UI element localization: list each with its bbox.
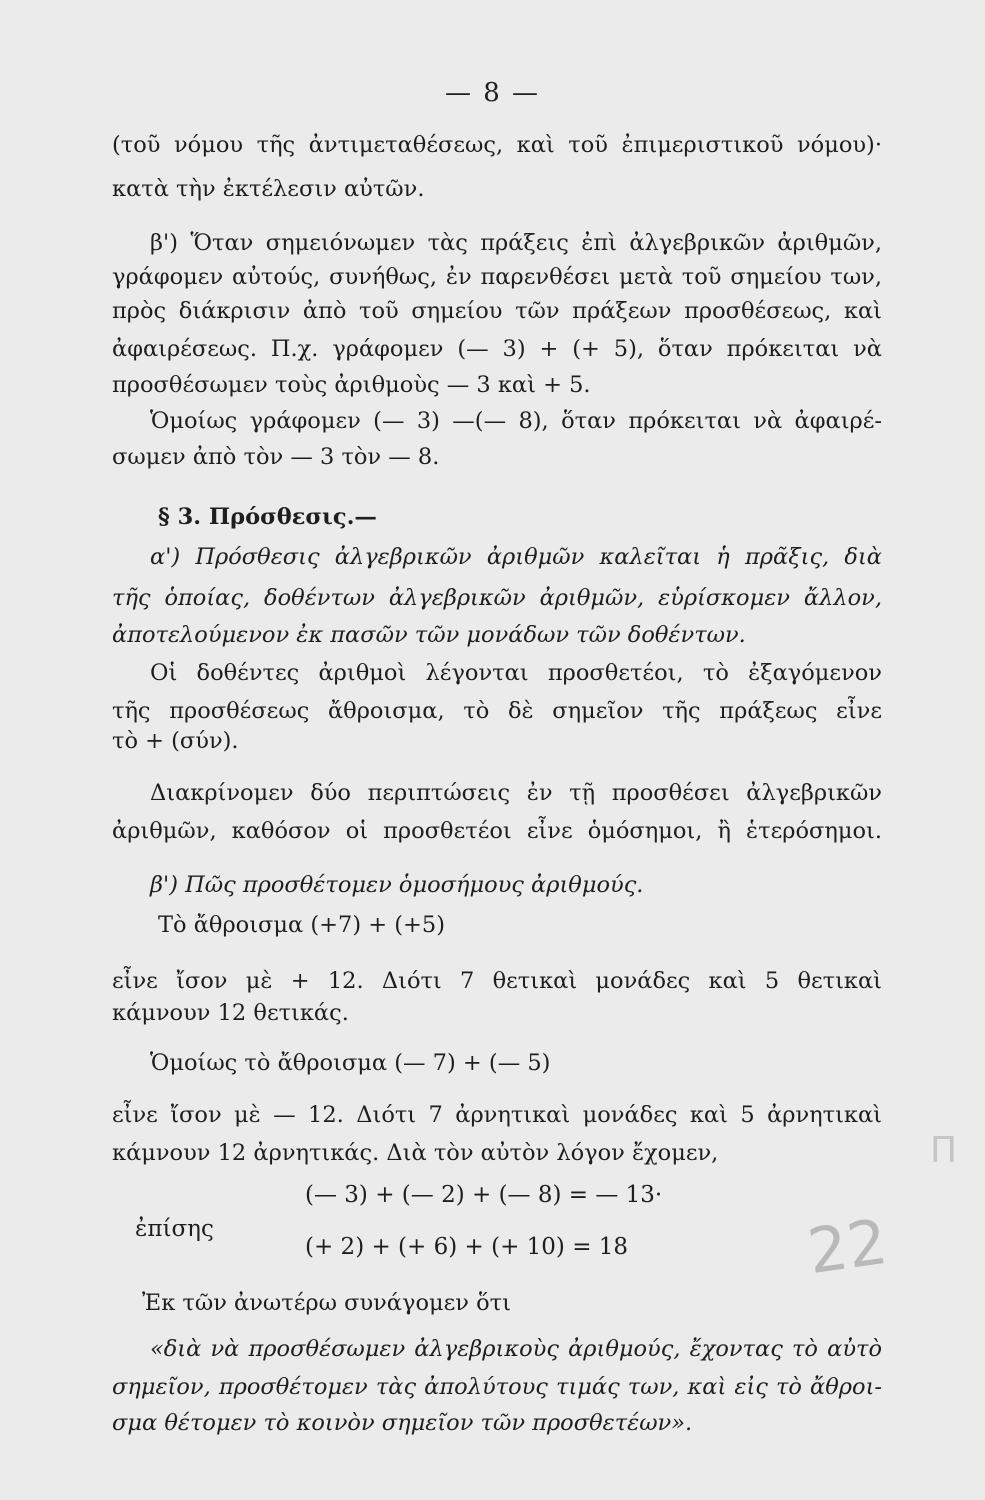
text-line: Ὁμοίως γράφομεν (— 3) —(— 8), ὅταν πρόκειται νὰ ἀφαιρέ- [150,408,882,434]
page-number: — 8 — [444,78,541,108]
equation-line: (— 3) + (— 2) + (— 8) = — 13· [305,1182,663,1208]
text-line: Διακρίνομεν δύο περιπτώσεις ἐν τῇ προσθέσει ἀλγεβρικῶν [150,780,882,806]
definition-line: α') Πρόσθεσις ἀλγεβρικῶν ἀριθμῶν καλεῖται ἡ πρᾶξις, διὰ [150,544,882,570]
text-line: ἐπίσης [135,1216,214,1242]
subsection-heading: β') Πῶς προσθέτομεν ὁμοσήμους ἀριθμούς. [150,872,644,898]
text-line: Οἱ δοθέντες ἀριθμοὶ λέγονται προσθετέοι, τὸ ἐξαγόμενον [150,660,882,686]
text-line: γράφομεν αὐτούς, συνήθως, ἐν παρενθέσει μετὰ τοῦ σημείου των, [112,264,882,290]
text-line: εἶνε ἴσον μὲ + 12. Διότι 7 θετικαὶ μονάδες καὶ 5 θετικαὶ [112,968,882,994]
equation-line: (+ 2) + (+ 6) + (+ 10) = 18 [305,1234,629,1260]
section-heading: § 3. Πρόσθεσις.— [158,504,377,530]
rule-line: σημεῖον, προσθέτομεν τὰς ἀπολύτους τιμάς των, καὶ εἰς τὸ ἄθροι- [112,1374,882,1400]
text-line: ἀφαιρέσεως. Π.χ. γράφομεν (— 3) + (+ 5), ὅταν πρόκειται νὰ [112,336,882,362]
pencil-annotation: Π [930,1130,958,1171]
definition-line: τῆς ὁποίας, δοθέντων ἀλγεβρικῶν ἀριθμῶν, εὑρίσκομεν ἄλλον, [112,585,882,611]
rule-line: «διὰ νὰ προσθέσωμεν ἀλγεβρικοὺς ἀριθμούς, ἔχοντας τὸ αὐτὸ [150,1336,882,1362]
text-line: β') Ὅταν σημειόνωμεν τὰς πράξεις ἐπὶ ἀλγεβρικῶν ἀριθμῶν, [150,230,882,256]
definition-line: ἀποτελούμενον ἐκ πασῶν τῶν μονάδων τῶν δοθέντων. [112,622,746,648]
text-line: Ὁμοίως τὸ ἄθροισμα (— 7) + (— 5) [150,1050,551,1076]
rule-line: σμα θέτομεν τὸ κοινὸν σημεῖον τῶν προσθετέων». [112,1410,693,1436]
text-line: (τοῦ νόμου τῆς ἀντιμεταθέσεως, καὶ τοῦ ἐπιμεριστικοῦ νόμου)· [112,132,882,158]
text-line: κατὰ τὴν ἐκτέλεσιν αὐτῶν. [112,176,425,202]
text-line: τὸ + (σύν). [112,728,239,754]
text-line: ἀριθμῶν, καθόσον οἱ προσθετέοι εἶνε ὁμόσημοι, ἢ ἑτερόσημοι. [112,818,882,844]
text-line: Ἐκ τῶν ἀνωτέρω συνάγομεν ὅτι [142,1290,511,1316]
text-line: πρὸς διάκρισιν ἀπὸ τοῦ σημείου τῶν πράξεων προσθέσεως, καὶ [112,298,882,324]
text-line: κάμνουν 12 θετικάς. [112,1000,349,1026]
text-line: σωμεν ἀπὸ τὸν — 3 τὸν — 8. [112,444,440,470]
text-line: κάμνουν 12 ἀρνητικάς. Διὰ τὸν αὐτὸν λόγον ἔχομεν, [112,1140,719,1166]
text-line: προσθέσωμεν τοὺς ἀριθμοὺς — 3 καὶ + 5. [112,372,591,398]
text-line: τῆς προσθέσεως ἄθροισμα, τὸ δὲ σημεῖον τῆς πράξεως εἶνε [112,698,882,724]
text-line: εἶνε ἴσον μὲ — 12. Διότι 7 ἀρνητικαὶ μονάδες καὶ 5 ἀρνητικαὶ [112,1102,882,1128]
text-line: Τὸ ἄθροισμα (+7) + (+5) [158,912,445,938]
pencil-annotation: 22 [803,1204,892,1289]
